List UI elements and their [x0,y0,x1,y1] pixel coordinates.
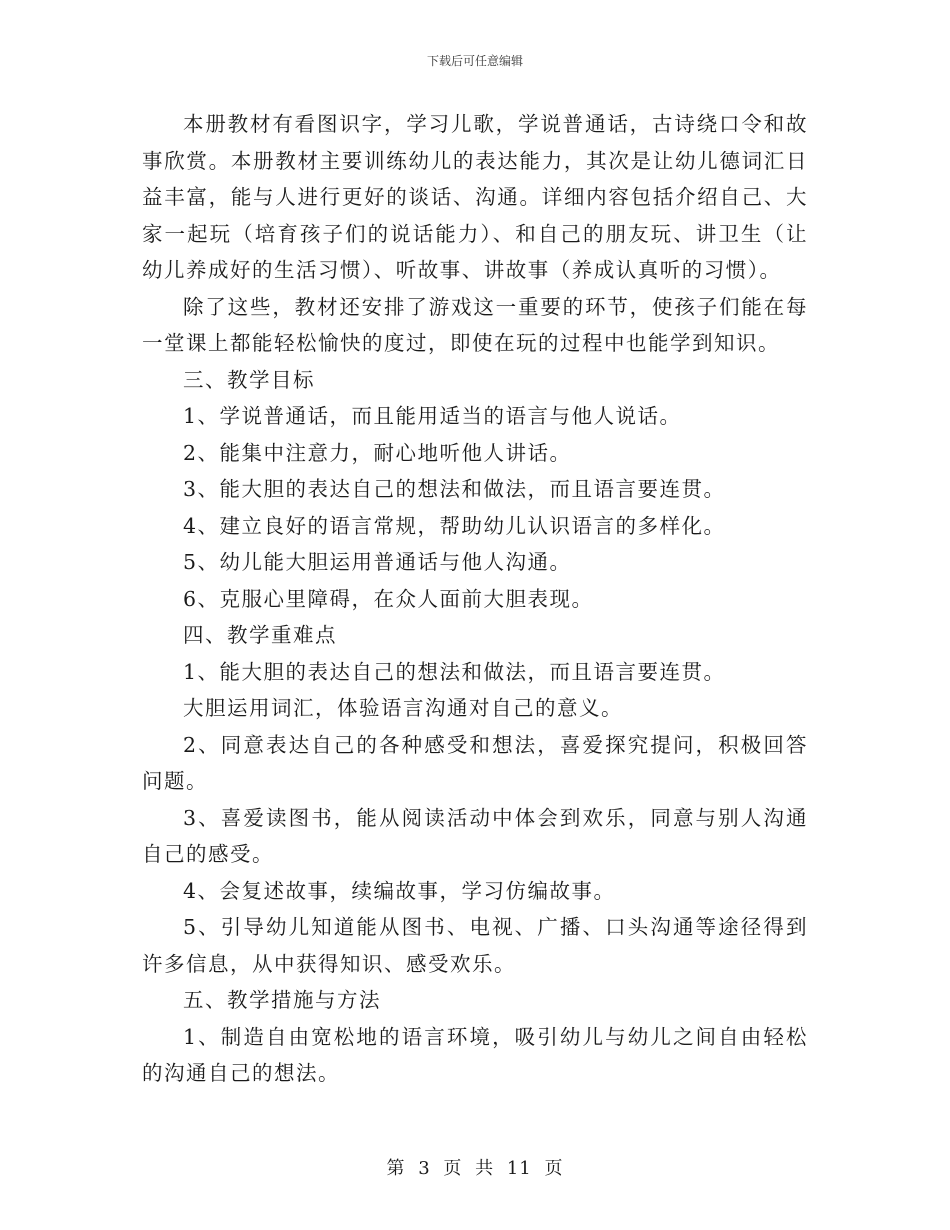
section-heading-methods: 五、教学措施与方法 [183,988,381,1012]
goal-item: 6、克服心里障碍，在众人面前大胆表现。 [183,586,594,611]
key-point-item: 2、同意表达自己的各种感受和想法，喜爱探究提问，积极回答问题。 [142,732,808,793]
paragraph-games: 除了这些，教材还安排了游戏这一重要的环节，使孩子们能在每一堂课上都能轻松愉快的度过，即使在玩的过程中也能学到知识。 [142,294,808,355]
key-point-item: 3、喜爱读图书，能从阅读活动中体会到欢乐，同意与别人沟通自己的感受。 [142,805,808,866]
page-header: 下载后可任意编辑 [426,54,523,68]
page-number: 第 3 页 共 11 页 [386,1158,564,1179]
section-heading-key-points: 四、教学重难点 [183,623,337,647]
method-item: 1、制造自由宽松地的语言环境，吸引幼儿与幼儿之间自由轻松的沟通自己的想法。 [142,1024,808,1085]
goal-item: 2、能集中注意力，耐心地听他人讲话。 [183,440,572,465]
goal-item: 5、幼儿能大胆运用普通话与他人沟通。 [183,550,572,574]
key-point-item: 5、引导幼儿知道能从图书、电视、广播、口头沟通等途径得到许多信息，从中获得知识、感受欢乐。 [142,915,808,976]
goal-item: 3、能大胆的表达自己的想法和做法，而且语言要连贯。 [183,477,726,501]
document-body [142,106,808,1092]
key-point-item: 4、会复述故事，续编故事，学习仿编故事。 [183,878,616,903]
paragraph-textbook-overview: 本册教材有看图识字，学习儿歌，学说普通话，古诗绕口令和故事欣赏。本册教材主要训练幼儿的表达能力，其次是让幼儿德词汇日益丰富，能与人进行更好的谈话、沟通。详细内容包括介绍自己、大家一起玩（培育孩子们的说话能力）、和自己的朋友玩、讲卫生（让幼儿养成好的生活习惯）、听故事、讲故事（养成认真听的习惯）。 [142,112,808,282]
key-point-item: 1、能大胆的表达自己的想法和做法，而且语言要连贯。 [183,659,726,684]
goal-item: 4、建立良好的语言常规，帮助幼儿认识语言的多样化。 [183,513,726,538]
section-heading-teaching-goals: 三、教学目标 [183,367,315,392]
key-point-item: 大胆运用词汇，体验语言沟通对自己的意义。 [183,696,623,720]
goal-item: 1、学说普通话，而且能用适当的语言与他人说话。 [183,404,682,428]
